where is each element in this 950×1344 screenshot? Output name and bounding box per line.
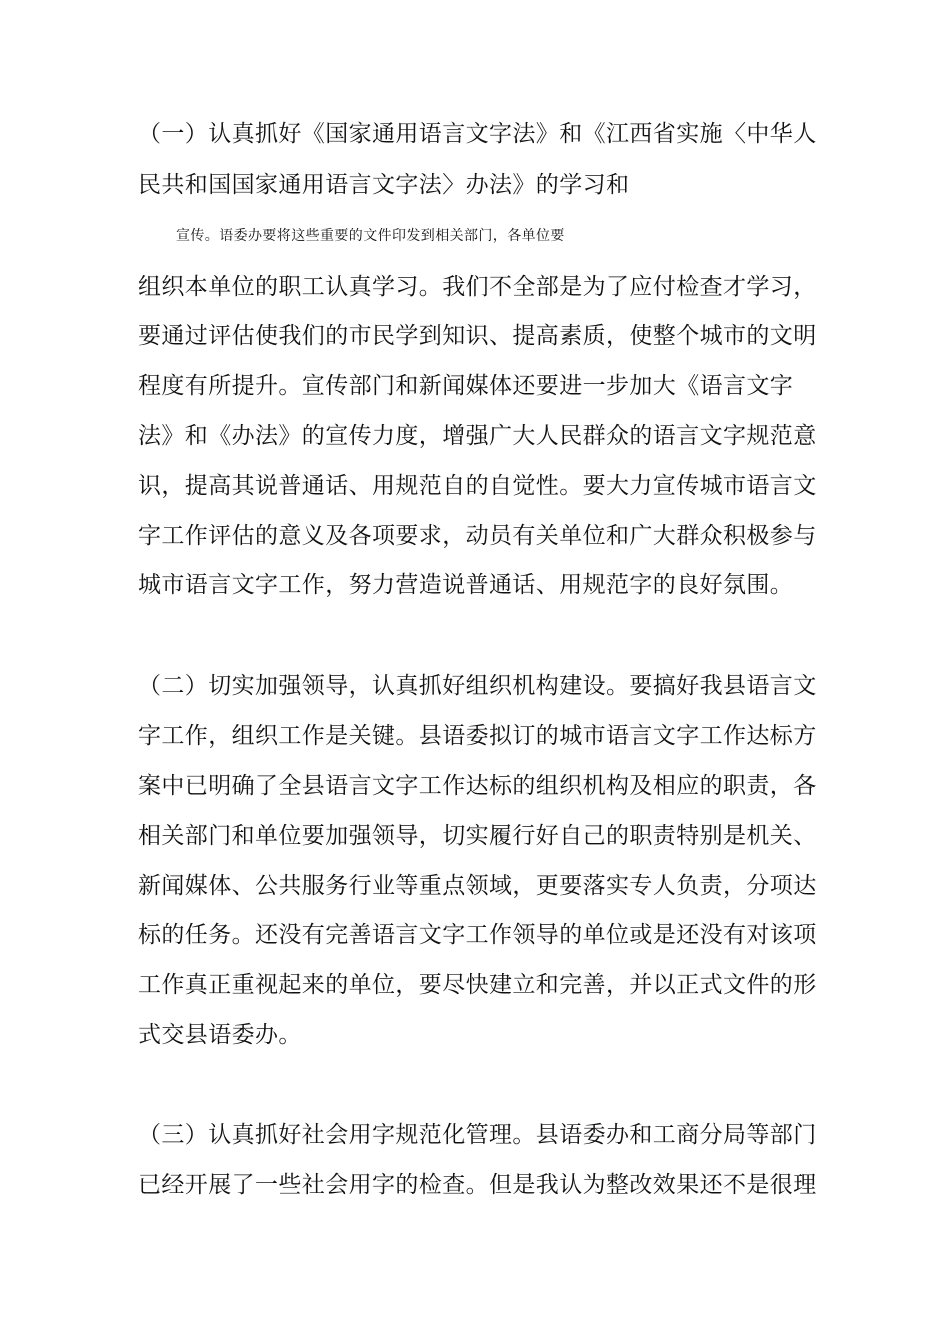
paragraph-2-line-4: 程度有所提升。宣传部门和新闻媒体还要进一步加大《语言文字 <box>138 373 794 399</box>
paragraph-1-line-2: 民共和国国家通用语言文字法〉办法》的学习和 <box>138 172 630 198</box>
paragraph-3-line-2: 字工作，组织工作是关键。县语委拟订的城市语言文字工作达标方 <box>138 723 817 749</box>
paragraph-2-line-5: 法》和《办法》的宣传力度，增强广大人民群众的语言文字规范意 <box>138 423 817 449</box>
paragraph-2-line-8: 城市语言文字工作，努力营造说普通话、用规范字的良好氛围。 <box>138 572 794 598</box>
paragraph-2-line-6: 识，提高其说普通话、用规范自的自觉性。要大力宣传城市语言文 <box>138 473 817 499</box>
paragraph-3-line-1: （二）切实加强领导，认真抓好组织机构建设。要搞好我县语言文 <box>138 673 817 699</box>
paragraph-2-line-1: 宣传。语委办要将这些重要的文件印发到相关部门，各单位要 <box>176 228 565 244</box>
paragraph-2-line-3: 要通过评估使我们的市民学到知识、提高素质，使整个城市的文明 <box>138 323 817 349</box>
paragraph-3-line-7: 工作真正重视起来的单位，要尽快建立和完善，并以正式文件的形 <box>138 972 817 998</box>
paragraph-3-line-6: 标的任务。还没有完善语言文字工作领导的单位或是还没有对该项 <box>138 922 817 948</box>
paragraph-4-line-2: 已经开展了一些社会用字的检查。但是我认为整改效果还不是很理 <box>138 1172 817 1198</box>
paragraph-2-line-7: 字工作评估的意义及各项要求，动员有关单位和广大群众积极参与 <box>138 523 817 549</box>
paragraph-3-line-3: 案中已明确了全县语言文字工作达标的组织机构及相应的职责，各 <box>138 773 817 799</box>
paragraph-3-line-4: 相关部门和单位要加强领导，切实履行好自己的职责特别是机关、 <box>138 823 817 849</box>
paragraph-4-line-1: （三）认真抓好社会用字规范化管理。县语委办和工商分局等部门 <box>138 1122 817 1148</box>
paragraph-3-line-8: 式交县语委办。 <box>138 1022 302 1048</box>
paragraph-1-line-1: （一）认真抓好《国家通用语言文字法》和《江西省实施〈中华人 <box>138 121 817 147</box>
paragraph-2-line-2: 组织本单位的职工认真学习。我们不全部是为了应付检查才学习， <box>138 274 817 300</box>
paragraph-3-line-5: 新闻媒体、公共服务行业等重点领域，更要落实专人负责，分项达 <box>138 873 817 899</box>
